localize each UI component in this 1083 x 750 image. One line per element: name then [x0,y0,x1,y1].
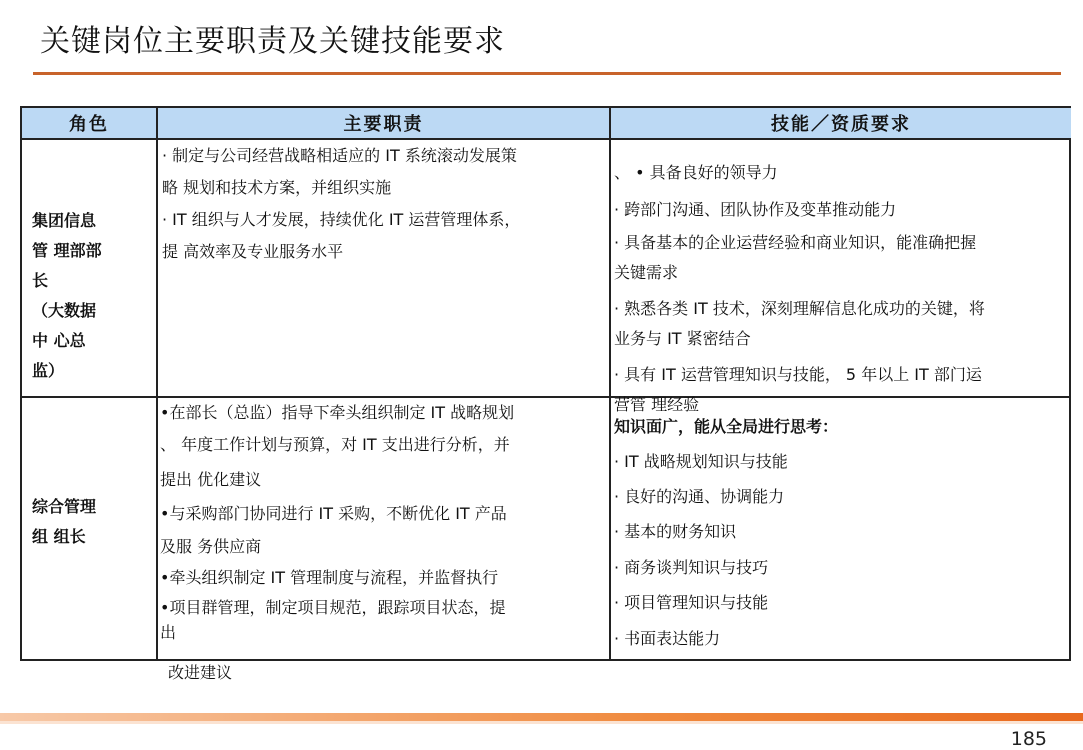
duty-line: •项目群管理，制定项目规范，跟踪项目状态，提 [160,598,506,617]
role-line: （大数据 [32,301,97,320]
skill-line: 、 • 具备良好的领导力 [614,163,778,182]
skill-line: 关键需求 [614,263,679,282]
skills-cell-1 [614,154,1069,420]
duty-line: •牵头组织制定 IT 管理制度与流程，并监督执行 [160,568,499,587]
skills-cell-2 [614,409,1069,656]
skill-line: · 熟悉各类 IT 技术，深刻理解信息化成功的关键，将 [614,299,985,318]
role-line: 集团信息 [32,211,97,230]
skill-line: · 项目管理知识与技能 [614,593,769,612]
page-number: 185 [1010,728,1047,750]
duties-cell-1 [162,140,602,268]
column-divider-1 [156,108,158,659]
duties-table [20,106,1071,661]
skill-line: 业务与 IT 紧密结合 [614,329,751,348]
role-line: 监） [32,361,65,380]
role-line: 组 组长 [32,527,86,546]
skill-line: · 具有 IT 运营管理知识与技能， 5 年以上 IT 部门运 [614,365,982,384]
duty-line: 提出 优化建议 [160,470,262,489]
role-line: 管 理部部 [32,241,102,260]
skill-line: · 跨部门沟通、团队协作及变革推动能力 [614,200,897,219]
role-cell-1 [32,206,150,386]
skill-line: · 商务谈判知识与技巧 [614,558,769,577]
page-title: 关键岗位主要职责及关键技能要求 [40,24,505,59]
duty-line: •与采购部门协同进行 IT 采购，不断优化 IT 产品 [160,504,507,523]
header-role: 角色 [22,108,156,138]
duty-line: · 制定与公司经营战略相适应的 IT 系统滚动发展策 [162,146,517,165]
duty-line: 出 [160,623,177,642]
title-underline [33,72,1061,75]
skill-line: · IT 战略规划知识与技能 [614,452,788,471]
skill-line: 营管 理经验 [614,395,700,414]
duty-line: •在部长（总监）指导下牵头组织制定 IT 战略规划 [160,403,515,422]
footer-band [0,713,1083,721]
duty-overflow-line: 改进建议 [168,663,233,682]
duty-line: 提 高效率及专业服务水平 [162,242,344,261]
header-skills: 技能／资质要求 [611,108,1071,138]
duty-line: 略 规划和技术方案，并组织实施 [162,178,392,197]
role-line: 中 心总 [32,331,86,350]
role-line: 长 [32,271,49,290]
role-line: 综合管理 [32,497,97,516]
duty-line: 、 年度工作计划与预算，对 IT 支出进行分析，并 [160,435,510,454]
skill-line: · 具备基本的企业运营经验和商业知识，能准确把握 [614,233,977,252]
skill-line: · 良好的沟通、协调能力 [614,487,785,506]
skills-heading: 知识面广，能从全局进行思考： [614,417,839,436]
column-divider-2 [609,108,611,659]
skill-line: · 基本的财务知识 [614,522,737,541]
duty-line: 及服 务供应商 [160,537,262,556]
skill-line: · 书面表达能力 [614,629,721,648]
role-cell-2 [32,492,150,552]
header-duties: 主要职责 [158,108,609,138]
duty-line: · IT 组织与人才发展，持续优化 IT 运营管理体系， [162,210,521,229]
footer-band-light [0,721,1083,724]
duties-cell-2 [160,398,605,644]
